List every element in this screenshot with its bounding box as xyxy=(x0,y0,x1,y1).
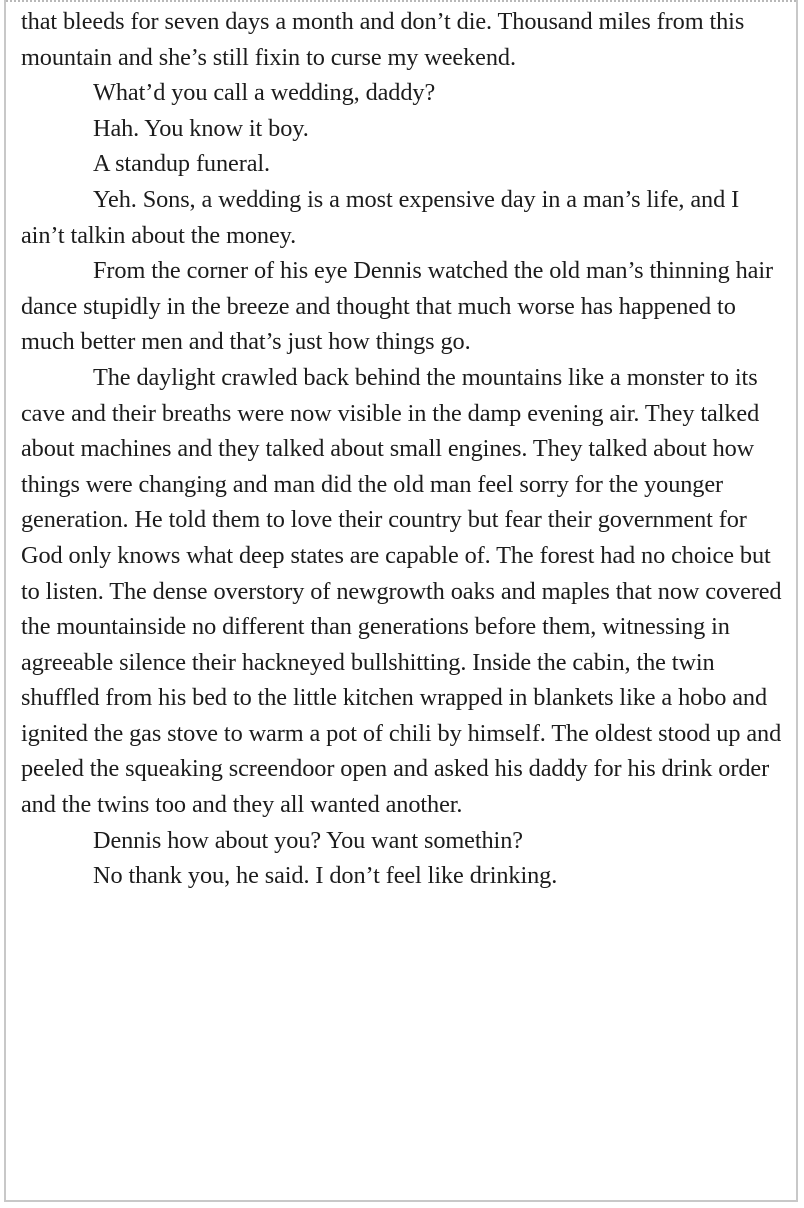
document-body xyxy=(21,4,786,894)
paragraph: A standup funeral. xyxy=(93,150,271,178)
paragraph: No thank you, he said. I don’t feel like drinking. xyxy=(93,862,558,890)
paragraph: Dennis how about you? You want somethin? xyxy=(93,826,523,854)
paragraph: The daylight crawled back behind the mountains like a monster to its cave and their breaths were now visible in the damp evening air. They talked about machines and they talked about small engines. They talked about how things were changing and man did the old man feel sorry for the younger generation. He told them to love their country but fear their government for God only knows what deep states are capable of. The forest had no choice but to listen. The dense overstory of newgrowth oaks and maples that now covered the mountainside no different than generations before them, witnessing in agreeable silence their hackneyed bullshitting. Inside the cabin, the twin shuffled from his bed to the little kitchen wrapped in blankets like a hobo and ignited the gas stove to warm a pot of chili by himself. The oldest stood up and peeled the squeaking screendoor open and asked his daddy for his drink order and the twins too and they all wanted another. xyxy=(21,363,782,819)
document-page xyxy=(4,0,798,1202)
paragraph: Hah. You know it boy. xyxy=(93,114,309,142)
paragraph: Yeh. Sons, a wedding is a most expensive day in a man’s life, and I ain’t talkin about the money. xyxy=(21,185,740,249)
paragraph: From the corner of his eye Dennis watched the old man’s thinning hair dance stupidly in the breeze and thought that much worse has happened to much better men and that’s just how things go. xyxy=(21,257,773,356)
paragraph: that bleeds for seven days a month and don’t die. Thousand miles from this mountain and she’s still fixin to curse my weekend. xyxy=(21,8,745,71)
paragraph: What’d you call a wedding, daddy? xyxy=(93,79,436,107)
page-top-edge xyxy=(6,0,796,2)
